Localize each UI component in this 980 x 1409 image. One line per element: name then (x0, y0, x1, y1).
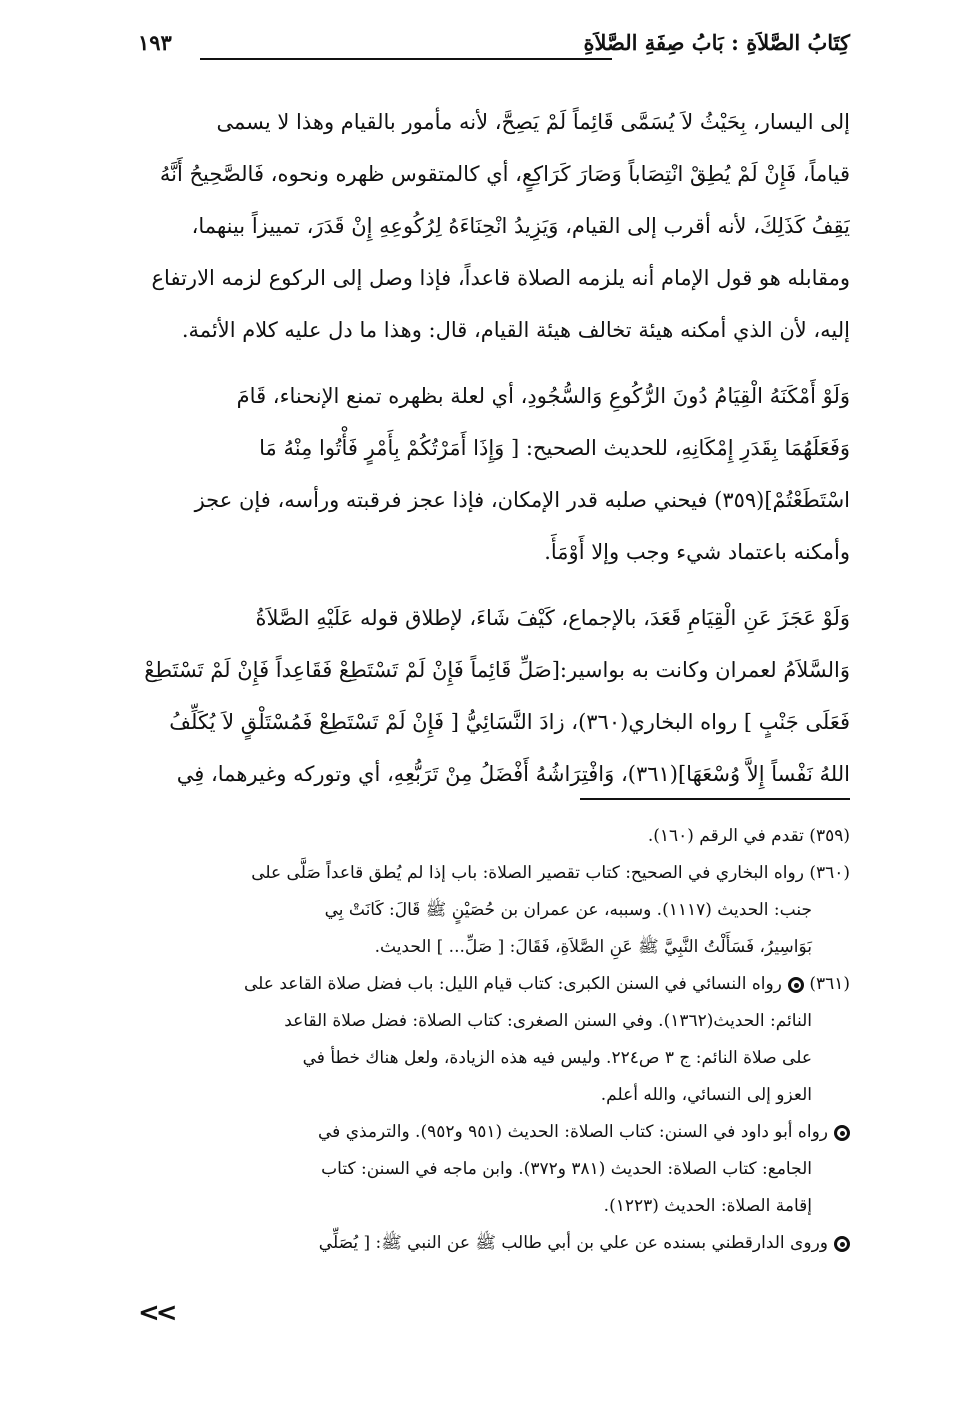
text-line: إلى اليسار، بِحَيْثُ لاَ يُسَمَّى قَائِماً لَمْ يَصِحَّ، لأنه مأمور بالقيام وهذا لا يسمى (216, 110, 850, 134)
footnote-text: رواه النسائي في السنن الكبرى: كتاب قيام الليل: باب فضل صلاة القاعد على (243, 974, 782, 994)
text-line: فَعَلَى جَنْبٍ ] رواه البخاري(٣٦٠)، زادَ النَّسَائِيُّ [ فَإِنْ لَمْ تَسْتَطِعْ فَمُسْتَلْقٍ لاَ يُكَلِّفُ (169, 710, 850, 734)
text-line: يَقِفُ كَذَلِكَ، لأنه أقرب إلى القيام، وَيَزِيدُ انْحِنَاءَهُ لِرُكُوعِهِ إِنْ قَدَرَ، تمييزاً بينهما، (191, 214, 850, 238)
footnote-line (138, 966, 850, 1003)
paragraph (138, 370, 850, 578)
text-line: ومقابله هو قول الإمام أنه يلزمه الصلاة قاعداً، فإذا وصل إلى الركوع لزمه الارتفاع (151, 266, 850, 290)
text-line: اسْتَطَعْتُمْ](٣٥٩) فيحني صلبه قدر الإمكان، فإذا عجز فرقبته ورأسه، فإن عجز (194, 488, 850, 512)
footnote-line: بَوَاسِيرُ، فَسَأَلْتُ النَّبِيَّ ﷺ عَنِ الصَّلاَةِ، فَقَالَ: [ صَلِّ... ] الحديث. (374, 937, 812, 957)
text-line: وأمكنه باعتماد شيء وجب وإلا أَوْمَأَ. (544, 540, 850, 564)
footnote-text: وروى الدارقطني بسنده عن علي بن أبي طالب ﷺ عن النبي ﷺ: [ يُصَلِّي (318, 1233, 828, 1253)
page-header (138, 30, 850, 70)
text-line: وَالسَّلاَمُ لعمران وكانت به بواسير:[صَلِّ قَائِماً فَإِنْ لَمْ تَسْتَطِعْ فَقَاعِداً فَإِنْ لَمْ تَسْتَطِعْ (144, 658, 850, 682)
continuation-mark: << (138, 1298, 174, 1328)
footnote-line: جنب: الحديث (١١١٧). وسببه، عن عمران بن حُصَيْنٍ ﷺ قَالَ: كَانَتْ بِي (324, 900, 812, 920)
text-line: قياماً، فَإِنْ لَمْ يُطِقْ انْتِصَاباً وَصَارَ كَرَاكِعٍ، أي كالمتقوس ظهره ونحوه، فَالصَّحِيحُ أَنَّهُ (159, 162, 850, 186)
bullet-icon (834, 1236, 850, 1252)
paragraph (138, 96, 850, 356)
paragraph (138, 592, 850, 800)
text-line: اللهُ نَفْساً إِلاَّ وُسْعَهَا](٣٦١)، وَافْتِرَاشُهُ أَفْضَلُ مِنْ تَرَبُّعِهِ، أي وتوركه وغيرهما، فِي (176, 762, 850, 786)
main-text (138, 96, 850, 800)
page-number: ١٩٣ (138, 30, 172, 55)
footnote-line (138, 1225, 850, 1262)
text-line: وَلَوْ أَمْكَنَهُ الْقِيَامُ دُونَ الرُّكُوعِ وَالسُّجُودِ، أي لعلة بظهره تمنع الإنحناء، قَامَ (236, 384, 850, 408)
footnote-line: على صلاة النائم: ج ٣ ص٢٢٤. وليس فيه هذه الزيادة، ولعل هناك خطأ في (302, 1048, 812, 1068)
footnote-line (138, 1114, 850, 1151)
footnotes (138, 818, 850, 1262)
footnote-number: (٣٦١) (809, 974, 850, 994)
footnote-line: النائم: الحديث(١٣٦٢). وفي السنن الصغرى: كتاب الصلاة: فضل صلاة القاعد (284, 1011, 812, 1031)
footnote-line: (٣٦٠) رواه البخاري في الصحيح: كتاب تقصير الصلاة: باب إذا لم يُطق قاعداً صَلَّى على (251, 863, 850, 883)
footnote-line: إقامة الصلاة: الحديث (١٢٢٣). (603, 1196, 812, 1216)
text-line: إليه، لأن الذي أمكنه هيئة تخالف هيئة القيام، قال: وهذا ما دل عليه كلام الأئمة. (181, 318, 850, 342)
text-line: وَلَوْ عَجَزَ عَنِ الْقِيَامِ قَعَدَ، بالإجماع، كَيْفَ شَاءَ، لإطلاق قوله عَلَيْهِ الصَّلاَةُ (255, 606, 850, 630)
footnote-line: (٣٥٩) تقدم في الرقم (١٦٠). (647, 826, 850, 846)
footnote-line: العزو إلى النسائي، والله أعلم. (600, 1085, 812, 1105)
footnote-separator (580, 798, 850, 800)
header-rule (200, 58, 612, 60)
footnote-line: الجامع: كتاب الصلاة: الحديث (٣٨١ و٣٧٢). وابن ماجه في السنن: كتاب (321, 1159, 812, 1179)
running-title: كِتَابُ الصَّلاَةِ : بَابُ صِفَةِ الصَّلاَةِ (583, 30, 850, 55)
text-line: وَفَعَلَهُمَا بِقَدَرِ إِمْكَانِهِ، للحديث الصحيح: [ وَإِذَا أَمَرْتُكُمْ بِأَمْرٍ فَأْتُوا مِنْهُ مَا (259, 436, 850, 460)
bullet-icon (788, 977, 804, 993)
footnote-text: رواه أبو داود في السنن: كتاب الصلاة: الحديث (٩٥١ و٩٥٢). والترمذي في (318, 1122, 828, 1142)
bullet-icon (834, 1125, 850, 1141)
